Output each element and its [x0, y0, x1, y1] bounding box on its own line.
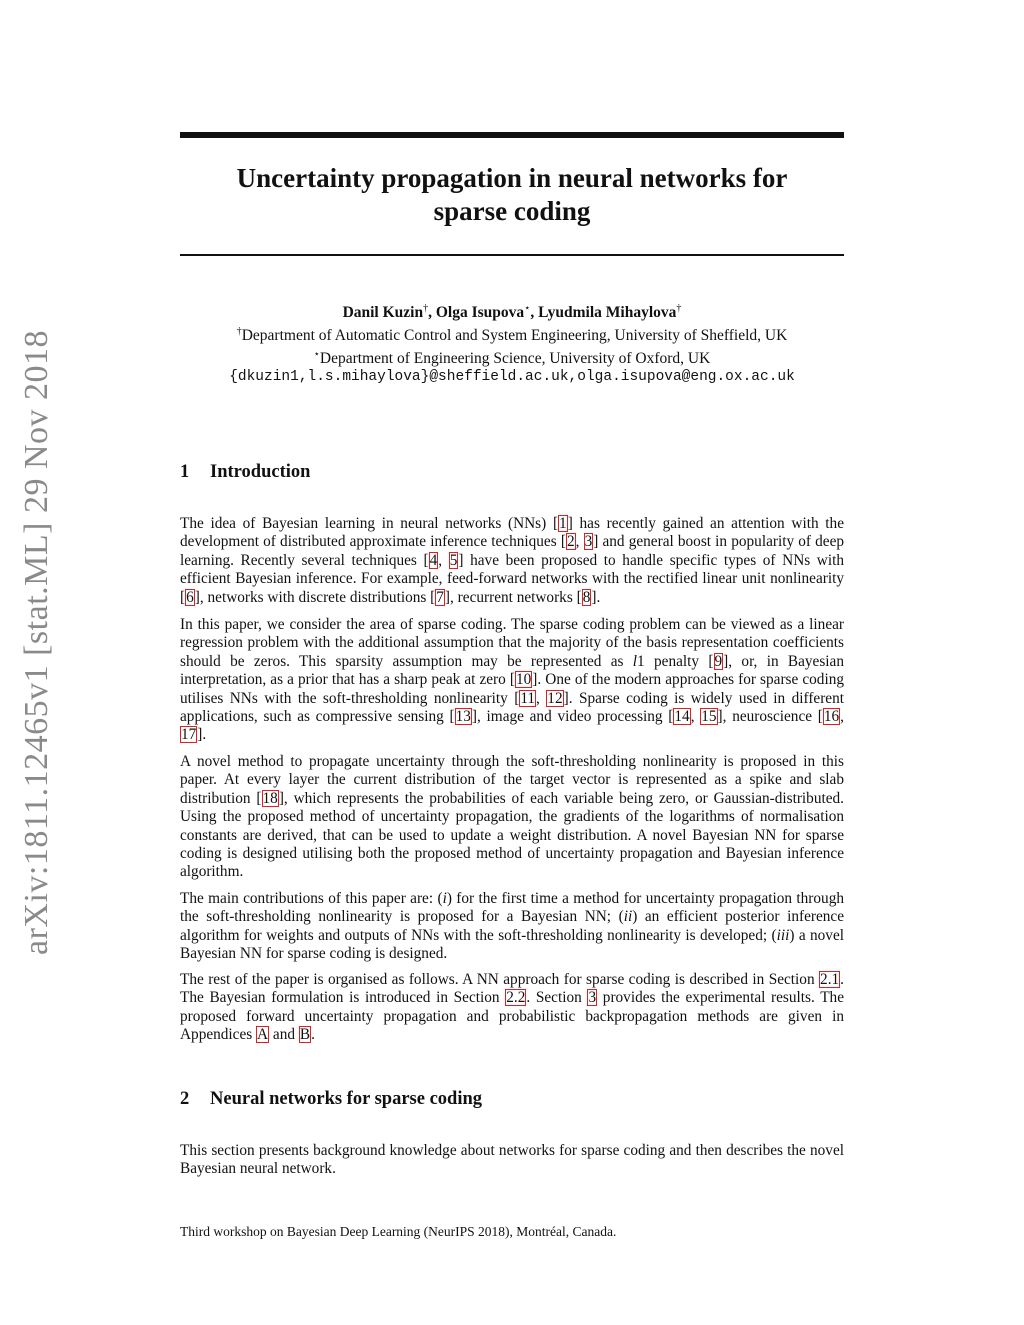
affiliation-line: [180, 345, 844, 368]
section-link[interactable]: 2.2: [506, 989, 526, 1007]
paragraph-intro-3: A novel method to propagate uncertainty through the soft-thresholding nonlinearity is proposed in this paper. At every layer the current distribution of the target vector is represented as a spike and slab distribution [18], which represents the probabilities of each variable being zero, or Gaussian-distributed. Using the proposed method of uncertainty propagation, the gradients of the logarithms of normalisation constants are derived, that can be used to update a weight distribution. A novel Bayesian NN for sparse coding is designed utilising both the proposed method of uncertainty propagation and Bayesian inference algorithm.: [180, 753, 844, 881]
section-number: 2: [180, 1089, 190, 1109]
title-bottom-rule: [180, 254, 844, 256]
affiliation-text: Department of Automatic Control and System Engineering, University of Sheffield, UK: [241, 327, 788, 345]
section-title: Neural networks for sparse coding: [210, 1089, 483, 1109]
affiliation-text: Department of Engineering Science, University of Oxford, UK: [319, 350, 711, 368]
author-block: [180, 299, 844, 387]
author-name: Olga Isupova: [435, 304, 525, 322]
citation-link[interactable]: 15: [701, 708, 717, 726]
section-title: Introduction: [210, 462, 311, 482]
citation-link[interactable]: 4: [429, 551, 438, 569]
citation-link[interactable]: 3: [584, 533, 593, 551]
paragraph-intro-1: The idea of Bayesian learning in neural networks (NNs) [1] has recently gained an attention with the development of distributed approximate inference techniques [2, 3] and general boost in popularity of deep learning. Recently several techniques [4, 5] have been proposed to handle specific types of NNs with efficient Bayesian inference. For example, feed-forward networks with the rectified linear unit nonlinearity [6], networks with discrete distributions [7], recurrent networks [8].: [180, 515, 845, 606]
affiliation-mark: †: [423, 303, 429, 314]
citation-link[interactable]: 2: [566, 533, 575, 551]
title-line-1: Uncertainty propagation in neural networks for: [236, 163, 788, 193]
affiliation-mark: †: [236, 326, 242, 338]
section-number: 1: [180, 462, 190, 482]
citation-link[interactable]: 8: [582, 588, 591, 606]
author-names: Danil Kuzin†, Olga Isupova⋆, Lyudmila Mihaylova†: [342, 303, 682, 322]
citation-link[interactable]: 14: [674, 708, 690, 726]
section-link[interactable]: 3: [588, 989, 597, 1007]
citation-link[interactable]: 10: [515, 671, 532, 689]
paragraph-intro-5: The rest of the paper is organised as follows. A NN approach for sparse coding is described in Section 2.1. The Bayesian formulation is introduced in Section 2.2. Section 3 provides the experimental results. The proposed forward uncertainty propagation and probabilistic backpropagation methods are given in Appendices A and B.: [180, 971, 844, 1044]
citation-link[interactable]: 11: [520, 689, 536, 707]
arxiv-identifier-stamp: arXiv:1811.12465v1 [stat.ML] 29 Nov 2018: [18, 329, 55, 955]
citation-link[interactable]: 5: [449, 551, 458, 569]
citation-link[interactable]: 17: [181, 726, 197, 744]
paper-title: [180, 162, 844, 228]
paragraph-section-2: This section presents background knowledge about networks for sparse coding and then describes the novel Bayesian neural network.: [180, 1142, 844, 1178]
paragraph-intro-4: The main contributions of this paper are: (i) for the first time a method for uncertainty propagation through the soft-thresholding nonlinearity is proposed for a Bayesian NN; (ii) an efficient posterior inference algorithm for weights and outputs of NNs with the soft-thresholding nonlinearity is developed; (iii) a novel Bayesian NN for sparse coding is designed.: [180, 890, 844, 963]
citation-link[interactable]: 7: [436, 588, 444, 606]
title-line-2: sparse coding: [433, 196, 591, 226]
appendix-link[interactable]: B: [299, 1026, 311, 1044]
author-name: Lyudmila Mihaylova: [538, 304, 677, 322]
affiliation-mark: ⋆: [524, 303, 531, 314]
citation-link[interactable]: 9: [714, 652, 723, 670]
affiliation-line: [180, 322, 844, 345]
section-heading-neural-networks: [180, 1089, 482, 1110]
citation-link[interactable]: 12: [547, 689, 563, 707]
citation-link[interactable]: 6: [186, 588, 194, 606]
citation-link[interactable]: 13: [455, 708, 471, 726]
citation-link[interactable]: 16: [823, 708, 840, 726]
appendix-link[interactable]: A: [257, 1026, 269, 1044]
section-heading-introduction: [180, 462, 310, 483]
affiliation-mark: †: [676, 303, 682, 314]
title-top-rule: [180, 132, 844, 138]
section-link[interactable]: 2.1: [820, 971, 840, 988]
affiliation-mark: ⋆: [313, 349, 320, 361]
citation-link[interactable]: 1: [559, 515, 567, 532]
author-name: Danil Kuzin: [342, 304, 424, 322]
citation-link[interactable]: 18: [262, 789, 278, 807]
workshop-footnote: Third workshop on Bayesian Deep Learning (NeurIPS 2018), Montréal, Canada.: [180, 1224, 617, 1239]
paragraph-intro-2: In this paper, we consider the area of sparse coding. The sparse coding problem can be viewed as a linear regression problem with the additional assumption that the majority of the basis representation coefficients should be zeros. This sparsity assumption may be represented as l1 penalty [9], or, in Bayesian interpretation, as a prior that has a sharp peak at zero [10]. One of the modern approaches for sparse coding utilises NNs with the soft-thresholding nonlinearity [11, 12]. Sparse coding is widely used in different applications, such as compressive sensing [13], image and video processing [14, 15], neuroscience [16, 17].: [180, 616, 844, 744]
author-emails: {dkuzin1,l.s.mihaylova}@sheffield.ac.uk,olga.isupova@eng.ox.ac.uk: [229, 369, 795, 386]
